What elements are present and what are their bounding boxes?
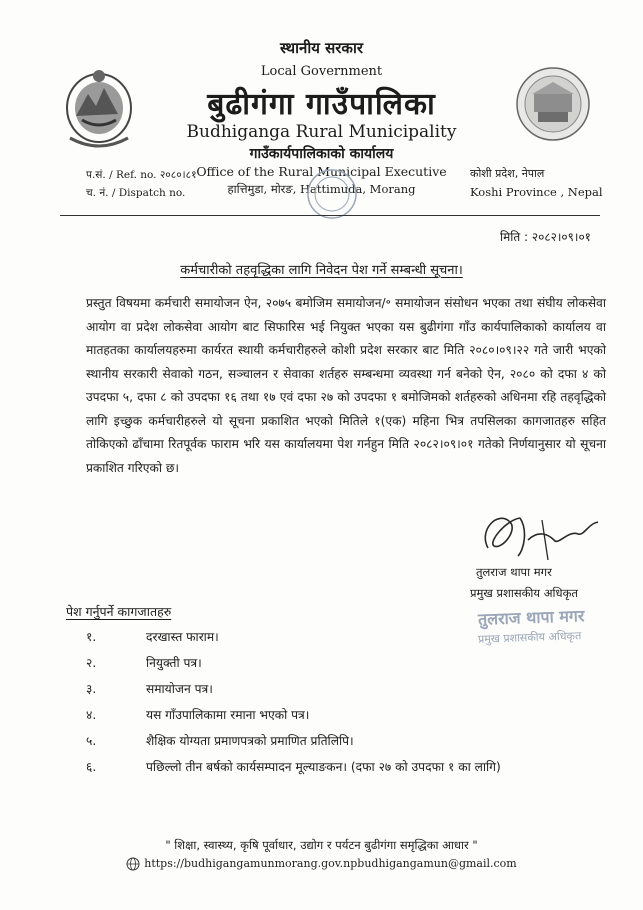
name-stamp: तुलराज थापा मगर xyxy=(477,606,585,629)
list-item xyxy=(86,624,606,650)
footer-contact xyxy=(0,857,643,871)
signature-icon xyxy=(458,500,608,570)
list-item xyxy=(86,728,606,754)
office-stamp-icon xyxy=(304,166,360,222)
notice-body: प्रस्तुत विषयमा कर्मचारी समायोजन ऐन, २०७५ बमोजिम समायोजन/॰ समायोजन संसोधन भएका तथा संघीय लोकसेवा आयोग वा प्रदेश लोकसेवा आयोग बाट सिफारिस भई नियुक्त भएका यस बुढीगंगा गाँउ कार्यपालिकाको कार्यालय वा मातहतका कार्यालयहरुमा कार्यरत स्थायी कर्मचारीहरुले कोशी प्रदेश सरकार बाट मिति २०८०।०९।२२ गते जारी भएको स्थानीय सरकारी सेवाको गठन, सञ्चालन र सेवाका शर्तहरु सम्बन्धमा व्यवस्था गर्न बनेको ऐन, २०८० को दफा ४ को उपदफा ५, दफा ८ को उपदफा १६ तथा १७ एवं दफा २७ को उपदफा १ बमोजिमको शर्तहरुको अधिनमा रहि तहवृद्धिको लागि इच्छुक कर्मचारीहरुले यो सूचना प्रकाशित भएको मितिले १(एक) महिना भित्र तपसिलका कागजातहरु सहित तोकिएको ढाँचामा रितपूर्वक फाराम भरि यस कार्यालयमा पेश गर्नहुन मिति २०८२।०९।०१ गतेको निर्णयानुसार यो सूचना प्रकाशित गरिएको छ। xyxy=(86,296,606,475)
signatory-name: तुलराज थापा मगर xyxy=(476,565,552,579)
local-government-np: स्थानीय सरकार xyxy=(280,39,363,57)
municipality-name-np: बुढीगंगा गाउँपालिका xyxy=(207,87,436,122)
municipality-name-en: Budhiganga Rural Municipality xyxy=(186,122,457,142)
list-item xyxy=(86,702,606,728)
office-name-en: Office of the Rural Municipal Executive xyxy=(196,164,447,179)
item-text: दरखास्त फाराम। xyxy=(146,630,219,644)
province-en: Koshi Province , Nepal xyxy=(470,185,603,199)
notice-subject-text: कर्मचारीको तहवृद्धिका लागि निवेदन पेश गर्ने सम्बन्धी सूचना। xyxy=(180,263,463,278)
globe-icon xyxy=(126,857,140,871)
list-item xyxy=(86,676,606,702)
dispatch-number: च. नं. / Dispatch no. xyxy=(86,187,186,199)
office-address: हात्तिमुडा, मोरङ, Hattimuda, Morang xyxy=(227,182,416,196)
province-np: कोशी प्रदेश, नेपाल xyxy=(470,167,545,180)
local-government-en: Local Government xyxy=(260,64,383,79)
notice-date: मिति : २०८२।०९।०१ xyxy=(500,230,591,244)
list-item xyxy=(86,650,606,676)
item-text: शैक्षिक योग्यता प्रमाणपत्रको प्रमाणित प्रतिलिपि। xyxy=(146,734,354,748)
list-item xyxy=(86,754,606,780)
item-text: पछिल्लो तीन बर्षको कार्यसम्पादन मूल्याङकन। (दफा २७ को उपदफा १ का लागि) xyxy=(146,760,501,774)
item-number: १. xyxy=(86,630,97,644)
item-text: यस गाँउपालिकामा रमाना भएको पत्र। xyxy=(146,708,310,722)
signatory-title: प्रमुख प्रशासकीय अधिकृत xyxy=(470,586,578,600)
documents-heading: पेश गर्नुपर्ने कागजातहरु xyxy=(66,604,172,619)
item-text: नियुक्ती पत्र। xyxy=(146,656,202,670)
footer-contact-text[interactable]: https://budhigangamunmorang.gov.npbudhigangamun@gmail.com xyxy=(144,857,517,870)
item-number: ५. xyxy=(86,734,97,748)
reference-number: प.सं. / Ref. no. २०८०।८१ xyxy=(86,169,197,181)
item-number: ३. xyxy=(86,682,97,696)
office-name-np: गाउँकार्यपालिकाको कार्यालय xyxy=(249,146,394,162)
documents-list xyxy=(86,624,606,780)
item-number: ६. xyxy=(86,760,97,774)
footer-motto: " शिक्षा, स्वास्थ्य, कृषि पूर्वाधार, उद्योग र पर्यटन बुढीगंगा समृद्धिका आधार " xyxy=(165,838,478,852)
item-number: ४. xyxy=(86,708,97,722)
item-number: २. xyxy=(86,656,97,670)
notice-subject xyxy=(0,260,643,278)
header-divider xyxy=(60,215,600,216)
title-stamp: प्रमुख प्रशासकीय अधिकृत xyxy=(477,629,582,646)
item-text: समायोजन पत्र। xyxy=(146,682,213,696)
